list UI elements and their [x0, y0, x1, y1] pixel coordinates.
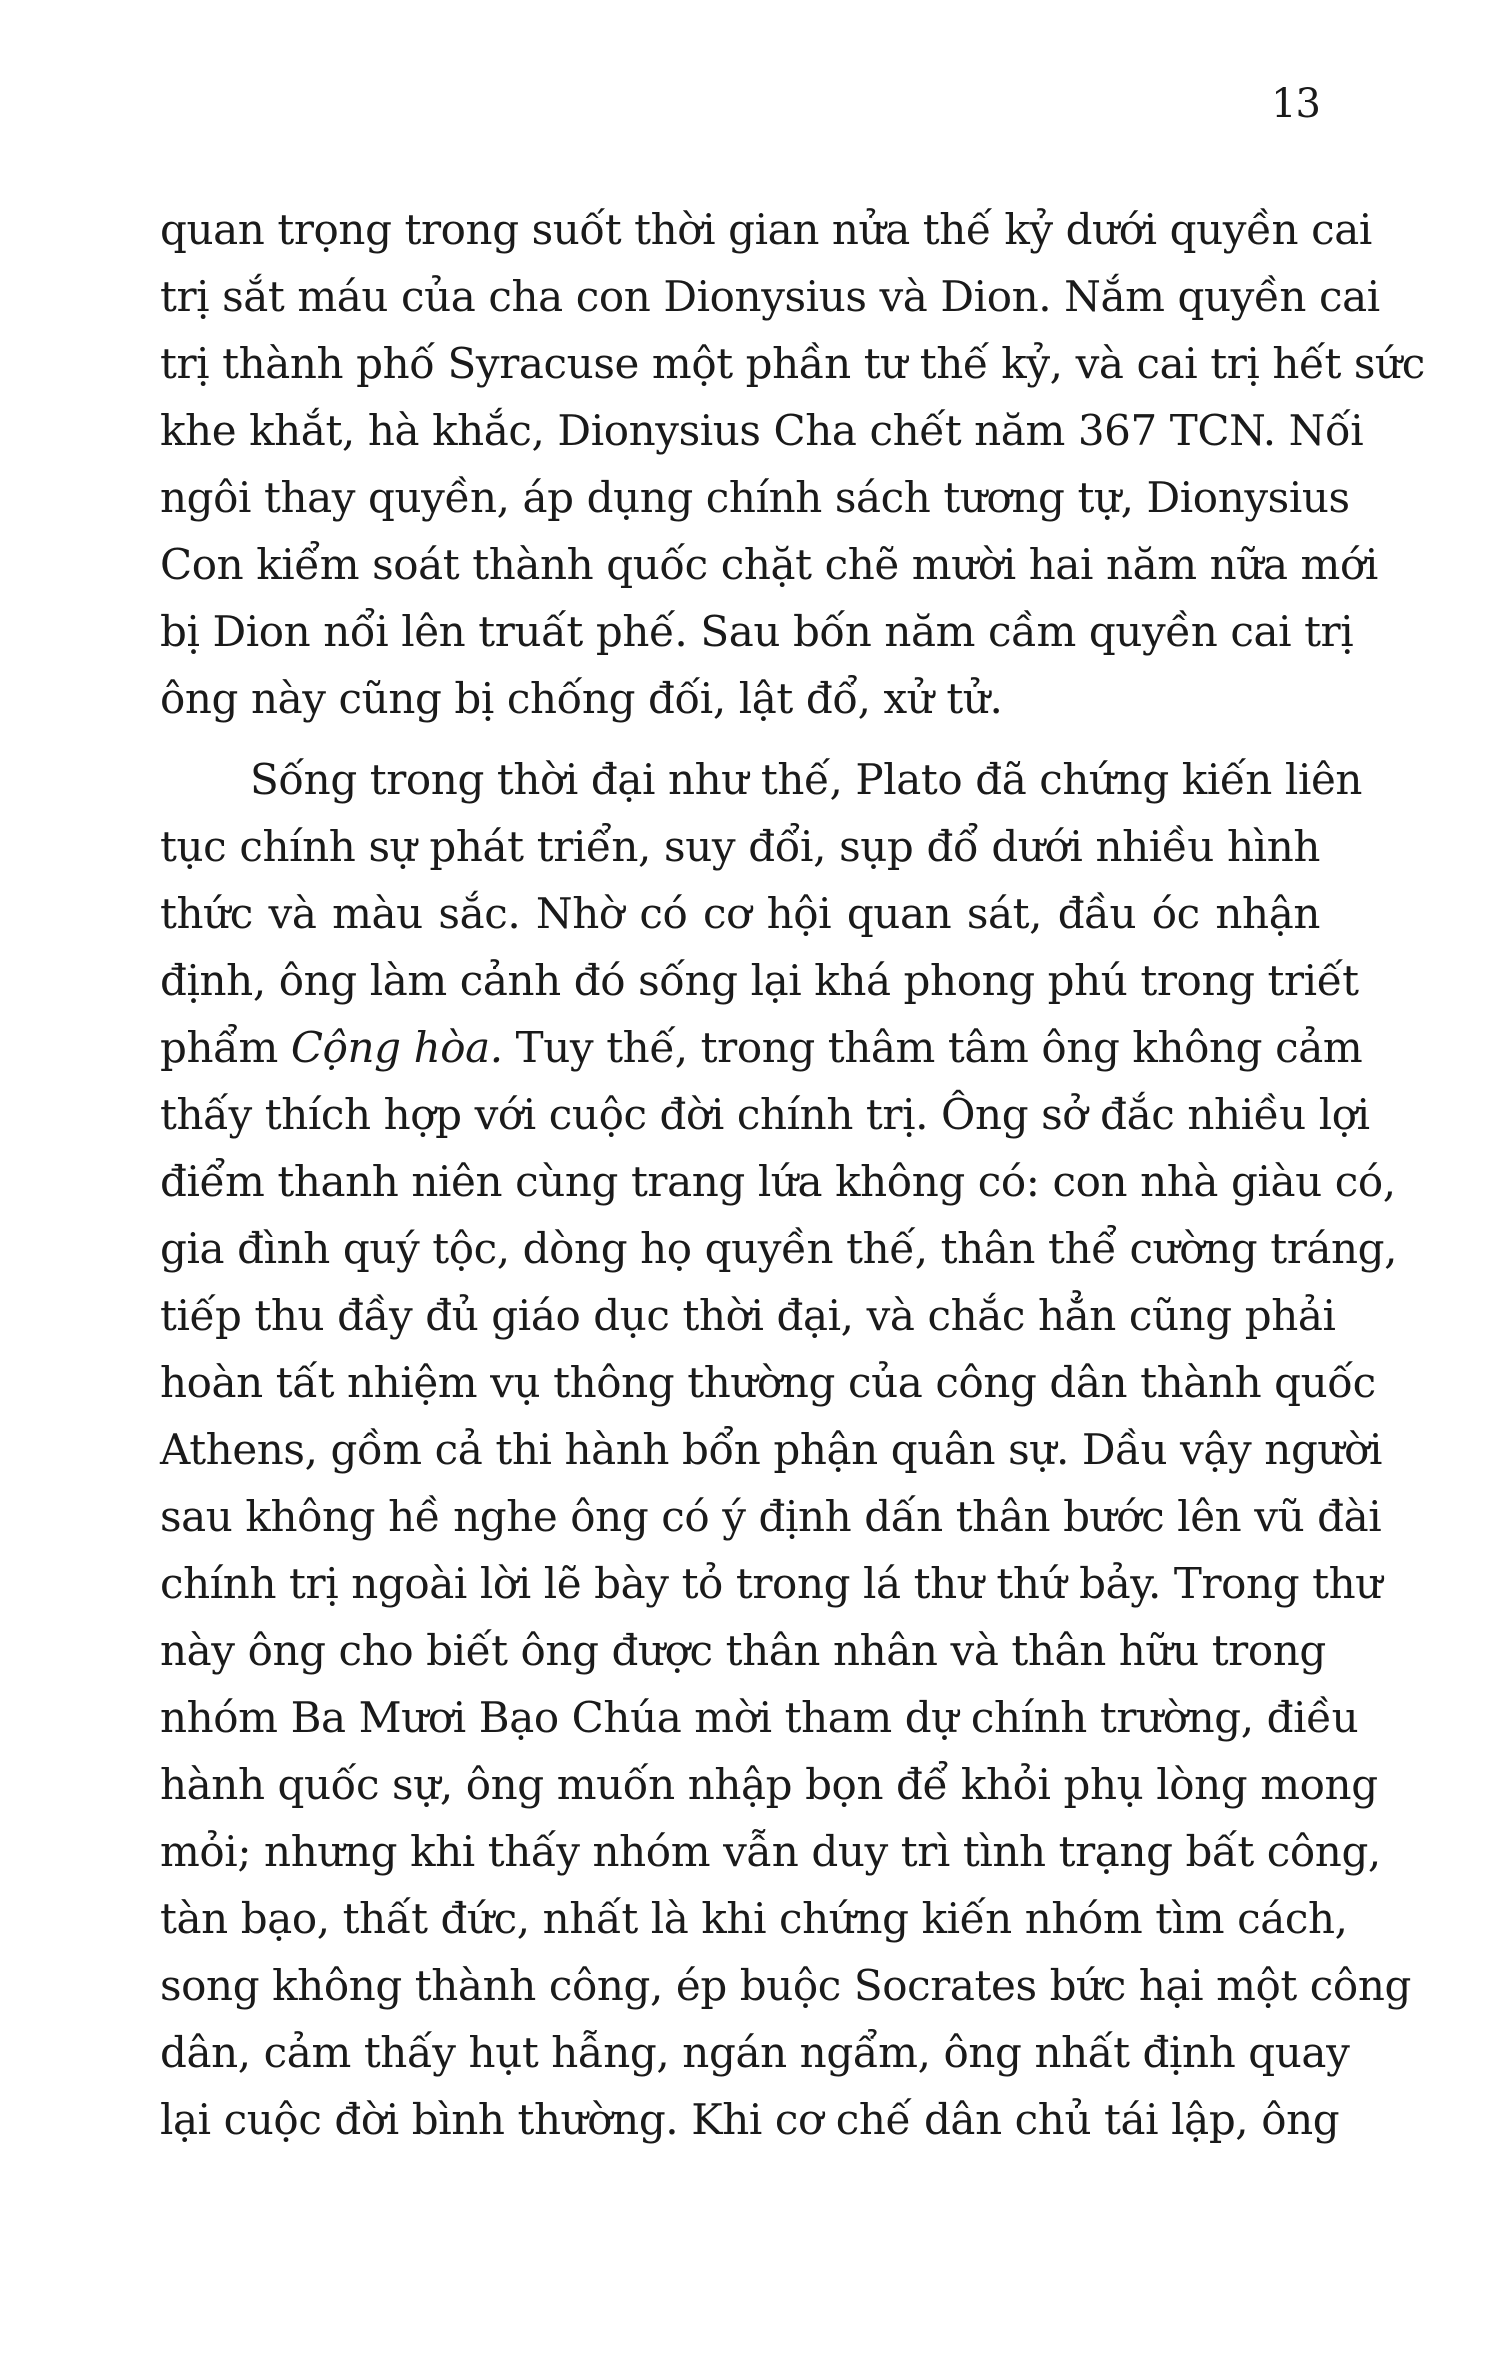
text-line: trị sắt máu của cha con Dionysius và Dion. Nắm quyền cai [160, 272, 1380, 321]
text-line: trị thành phố Syracuse một phần tư thế kỷ, và cai trị hết sức [160, 339, 1425, 388]
body-text [160, 196, 1425, 2153]
text-line: khe khắt, hà khắc, Dionysius Cha chết năm 367 TCN. Nối [160, 406, 1364, 455]
text-line: lại cuộc đời bình thường. Khi cơ chế dân chủ tái lập, ông [160, 2095, 1340, 2144]
text-line-with-title [160, 1014, 1363, 1081]
text-fragment: Tuy thế, trong thâm tâm ông không cảm [502, 1023, 1363, 1072]
text-line: này ông cho biết ông được thân nhân và thân hữu trong [160, 1626, 1326, 1675]
text-line: mỏi; nhưng khi thấy nhóm vẫn duy trì tình trạng bất công, [160, 1827, 1381, 1876]
text-line: dân, cảm thấy hụt hẫng, ngán ngẩm, ông nhất định quay [160, 2028, 1350, 2077]
text-line: điểm thanh niên cùng trang lứa không có: con nhà giàu có, [160, 1157, 1396, 1206]
book-title: Cộng hòa. [290, 1023, 503, 1072]
text-line: ngôi thay quyền, áp dụng chính sách tương tự, Dionysius [160, 473, 1350, 522]
text-line: sau không hề nghe ông có ý định dấn thân bước lên vũ đài [160, 1492, 1382, 1541]
text-line: tàn bạo, thất đức, nhất là khi chứng kiến nhóm tìm cách, [160, 1894, 1348, 1943]
text-line: thấy thích hợp với cuộc đời chính trị. Ông sở đắc nhiều lợi [160, 1090, 1370, 1139]
text-line: tiếp thu đầy đủ giáo dục thời đại, và chắc hẳn cũng phải [160, 1291, 1336, 1340]
text-line: song không thành công, ép buộc Socrates bức hại một công [160, 1961, 1411, 2010]
text-line: bị Dion nổi lên truất phế. Sau bốn năm cầm quyền cai trị [160, 607, 1354, 656]
text-line: Athens, gồm cả thi hành bổn phận quân sự. Dầu vậy người [160, 1425, 1383, 1474]
text-line: thức và màu sắc. Nhờ có cơ hội quan sát, đầu óc nhận [160, 889, 1320, 938]
text-line: gia đình quý tộc, dòng họ quyền thế, thân thể cường tráng, [160, 1224, 1398, 1273]
page-number: 13 [1271, 81, 1320, 127]
paragraph-spacer [160, 732, 1320, 746]
text-line: chính trị ngoài lời lẽ bày tỏ trong lá thư thứ bảy. Trong thư [160, 1559, 1382, 1608]
text-fragment: phẩm [160, 1023, 291, 1072]
text-line: hoàn tất nhiệm vụ thông thường của công dân thành quốc [160, 1358, 1376, 1407]
paragraph-1 [160, 196, 1425, 732]
text-line: tục chính sự phát triển, suy đổi, sụp đổ dưới nhiều hình [160, 822, 1320, 871]
text-line: Sống trong thời đại như thế, Plato đã chứng kiến liên [250, 755, 1363, 804]
text-line: quan trọng trong suốt thời gian nửa thế kỷ dưới quyền cai [160, 205, 1372, 254]
paragraph-2 [160, 746, 1411, 2153]
text-line: Con kiểm soát thành quốc chặt chẽ mười hai năm nữa mới [160, 540, 1378, 589]
text-line: ông này cũng bị chống đối, lật đổ, xử tử. [160, 674, 1003, 723]
text-line: hành quốc sự, ông muốn nhập bọn để khỏi phụ lòng mong [160, 1760, 1378, 1809]
text-line: nhóm Ba Mươi Bạo Chúa mời tham dự chính trường, điều [160, 1693, 1359, 1742]
text-line: định, ông làm cảnh đó sống lại khá phong phú trong triết [160, 956, 1359, 1005]
